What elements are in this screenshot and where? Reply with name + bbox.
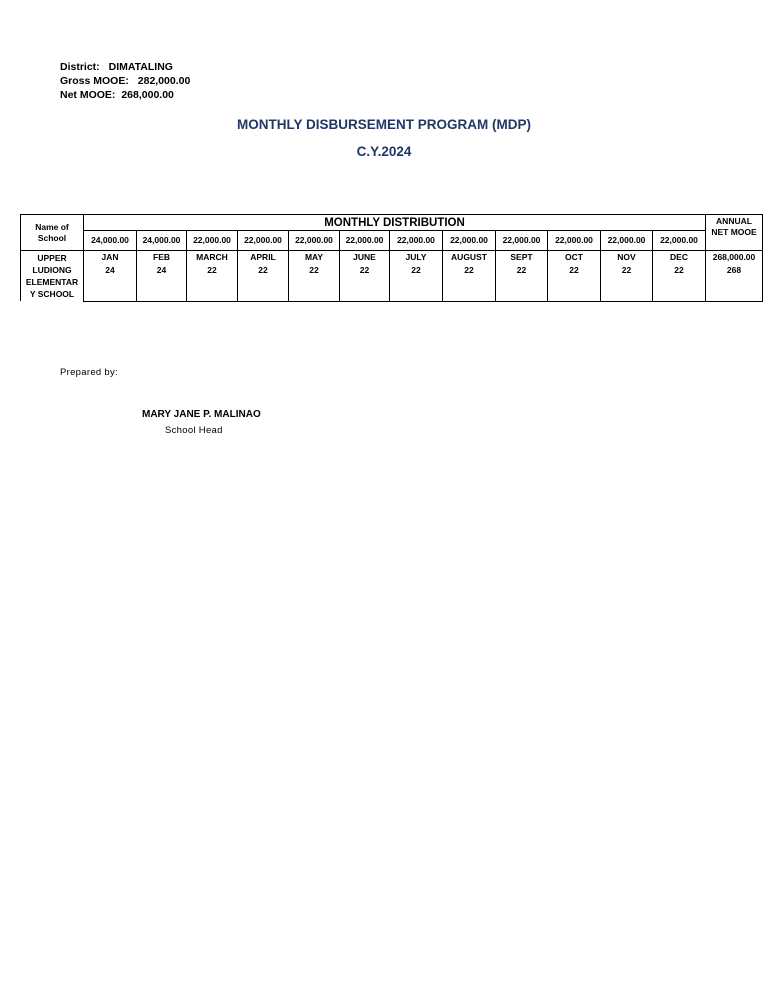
- amount-cell: 22,000.00: [653, 231, 706, 251]
- school-name-line: ELEMENTAR: [25, 277, 79, 287]
- counts-row: [21, 264, 763, 301]
- month-cell: AUGUST: [443, 251, 496, 265]
- school-name-line: UPPER: [37, 253, 67, 263]
- month-cell: JUNE: [340, 251, 390, 265]
- count-cell: 22: [390, 264, 443, 301]
- months-row: [21, 251, 763, 265]
- table-header-row: [21, 215, 763, 231]
- school-column-header: Name of School: [21, 215, 84, 251]
- amount-cell: 22,000.00: [496, 231, 548, 251]
- month-cell: JULY: [390, 251, 443, 265]
- count-cell: 22: [187, 264, 238, 301]
- distribution-table: [20, 214, 763, 302]
- amount-cell: 22,000.00: [390, 231, 443, 251]
- prepared-by-label: Prepared by:: [60, 367, 118, 378]
- count-cell: 24: [84, 264, 137, 301]
- header-info: [60, 60, 190, 102]
- net-mooe-label: Net MOOE:: [60, 89, 116, 101]
- signer-name: MARY JANE P. MALINAO: [142, 409, 261, 420]
- amount-cell: 22,000.00: [601, 231, 653, 251]
- month-cell: OCT: [548, 251, 601, 265]
- amount-cell: 22,000.00: [289, 231, 340, 251]
- month-cell: SEPT: [496, 251, 548, 265]
- school-name-line: LUDIONG: [32, 265, 72, 275]
- amount-cell: 24,000.00: [84, 231, 137, 251]
- month-cell: APRIL: [238, 251, 289, 265]
- gross-mooe-value: 282,000.00: [137, 75, 191, 87]
- net-mooe-row: [60, 88, 190, 102]
- amount-cell: 24,000.00: [137, 231, 187, 251]
- month-cell: MARCH: [187, 251, 238, 265]
- month-cell: JAN: [84, 251, 137, 265]
- count-cell: 22: [443, 264, 496, 301]
- school-name-cell: [21, 251, 84, 302]
- calendar-year: C.Y.2024: [356, 144, 412, 159]
- month-cell: MAY: [289, 251, 340, 265]
- month-cell: NOV: [601, 251, 653, 265]
- count-cell: 22: [496, 264, 548, 301]
- amount-cell: 22,000.00: [548, 231, 601, 251]
- count-cell: 22: [289, 264, 340, 301]
- month-cell: FEB: [137, 251, 187, 265]
- net-mooe-value: 268,000.00: [121, 89, 174, 101]
- document-title: MONTHLY DISBURSEMENT PROGRAM (MDP): [236, 117, 531, 132]
- amount-cell: 22,000.00: [443, 231, 496, 251]
- district-row: [60, 60, 190, 74]
- count-cell: 22: [653, 264, 706, 301]
- count-cell: 22: [601, 264, 653, 301]
- school-name-line: Y SCHOOL: [29, 289, 75, 299]
- count-cell: 24: [137, 264, 187, 301]
- gross-mooe-label: Gross MOOE:: [60, 75, 129, 87]
- district-value: DIMATALING: [108, 61, 173, 73]
- count-cell: 22: [548, 264, 601, 301]
- annual-total-cell: 268,000.00: [706, 251, 763, 265]
- signer-role: School Head: [165, 425, 223, 436]
- count-cell: 22: [340, 264, 390, 301]
- amount-cell: 22,000.00: [340, 231, 390, 251]
- annual-net-mooe-header: ANNUAL NET MOOE: [706, 215, 763, 251]
- monthly-distribution-header: MONTHLY DISTRIBUTION: [84, 215, 706, 231]
- amount-cell: 22,000.00: [238, 231, 289, 251]
- count-cell: 22: [238, 264, 289, 301]
- gross-mooe-row: [60, 74, 190, 88]
- amount-cell: 22,000.00: [187, 231, 238, 251]
- month-cell: DEC: [653, 251, 706, 265]
- district-label: District:: [60, 61, 100, 73]
- amounts-row: [21, 231, 763, 251]
- annual-count-cell: 268: [706, 264, 763, 301]
